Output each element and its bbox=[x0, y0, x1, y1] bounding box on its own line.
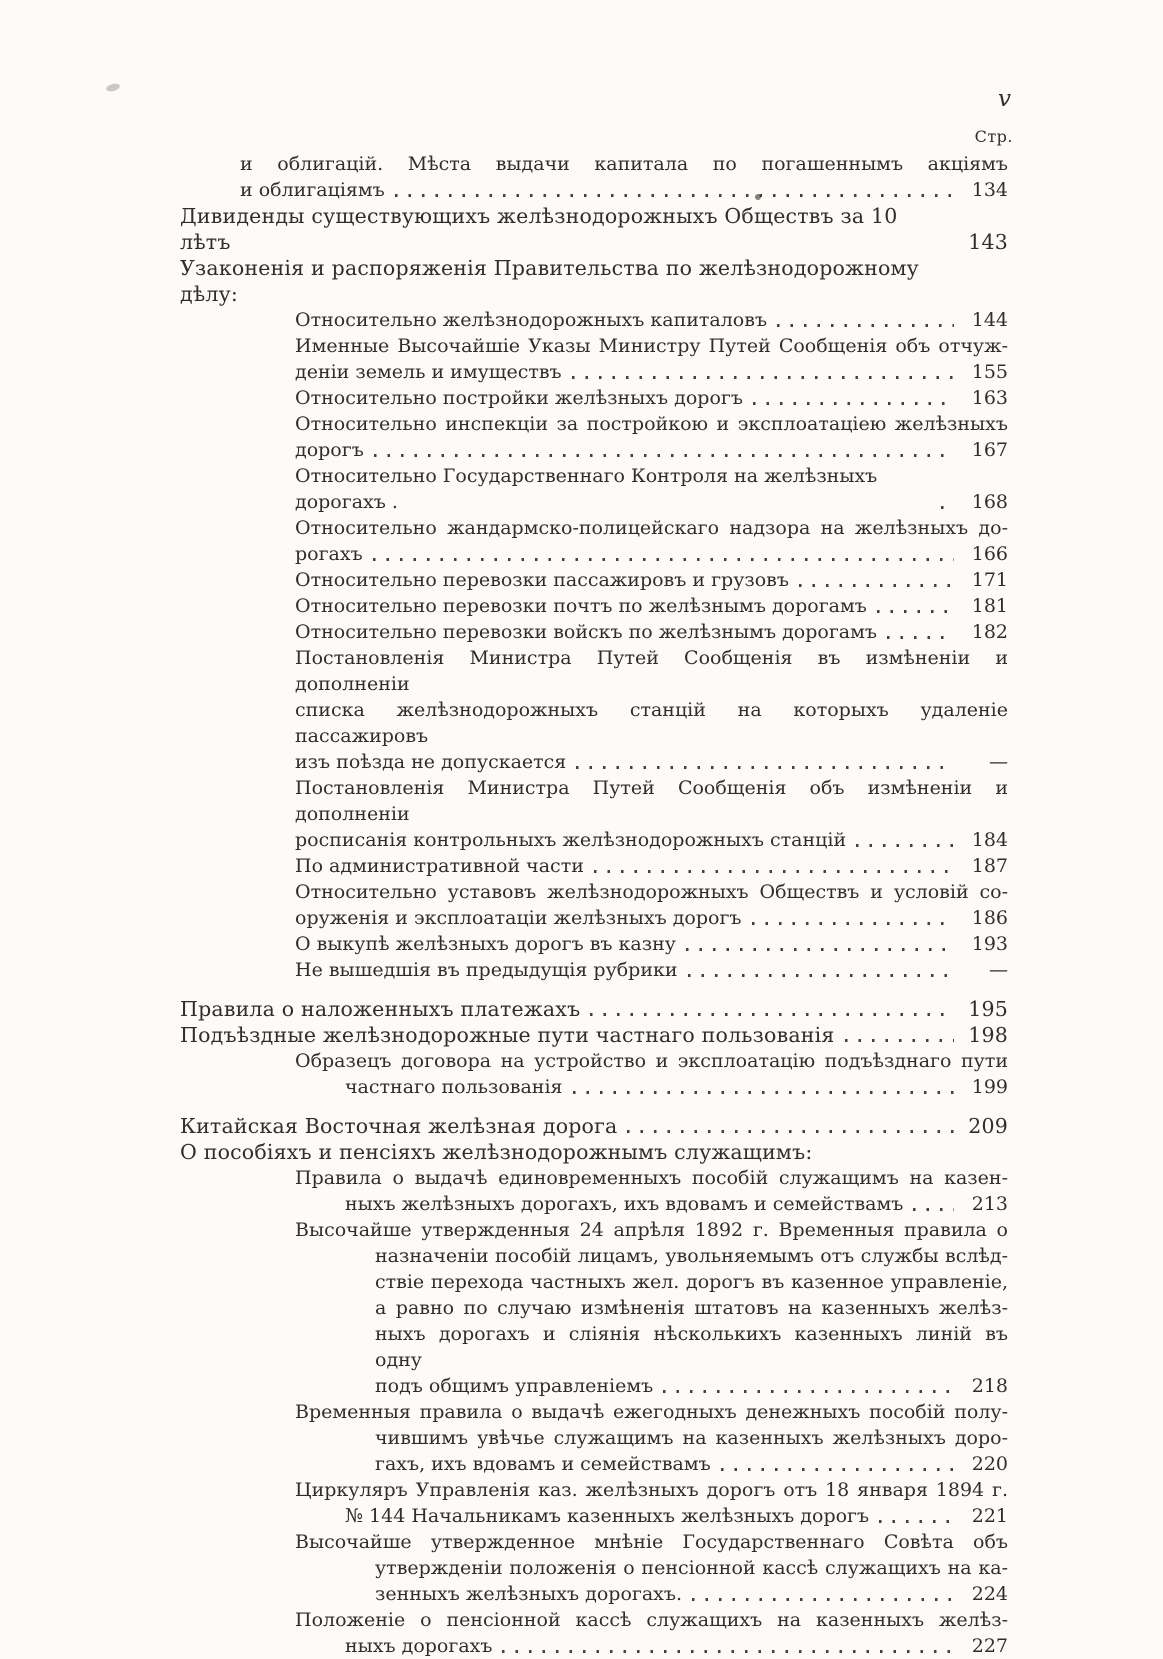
page-marker: v bbox=[998, 86, 1011, 112]
page-number: 193 bbox=[971, 933, 1008, 955]
page-number: 195 bbox=[968, 997, 1008, 1021]
dot-leader bbox=[627, 1130, 954, 1133]
toc-entry bbox=[295, 567, 1008, 593]
toc-entry-text: Китайская Восточная желѣзная дорога bbox=[180, 1114, 618, 1138]
toc-entry-lastline bbox=[375, 1581, 1008, 1607]
toc-entry-line: ствіе перехода частныхъ жел. дорогъ въ казенное управленіе, bbox=[375, 1271, 1008, 1293]
dot-leader bbox=[941, 506, 954, 509]
dot-leader bbox=[663, 1390, 954, 1393]
toc-entry-lastline bbox=[345, 1633, 1008, 1659]
page-number: 224 bbox=[971, 1583, 1008, 1605]
toc-entry bbox=[180, 1139, 1008, 1165]
dot-leader bbox=[572, 376, 954, 379]
page-number: 182 bbox=[971, 621, 1008, 643]
toc-entry bbox=[180, 255, 1008, 307]
toc-entry-line: Постановленія Министра Путей Сообщенія объ измѣненіи и дополненіи bbox=[295, 777, 1008, 825]
toc-entry-text: Относительно перевозки войскъ по желѣзнымъ дорогамъ bbox=[295, 621, 877, 643]
toc-entry-line: Относительно жандармско-полицейскаго надзора на желѣзныхъ до- bbox=[295, 517, 1008, 539]
dot-leader bbox=[913, 1208, 954, 1211]
dot-leader bbox=[688, 974, 954, 977]
dot-leader bbox=[374, 454, 954, 457]
toc-entry-lastline bbox=[180, 1022, 1008, 1048]
dot-leader bbox=[502, 1650, 954, 1653]
page-number: 213 bbox=[971, 1193, 1008, 1215]
toc-entry bbox=[295, 463, 1008, 515]
toc-entry-text: Относительно перевозки почтъ по желѣзнымъ дорогамъ bbox=[295, 595, 867, 617]
toc-list bbox=[180, 151, 1008, 1659]
toc-entry bbox=[180, 203, 1008, 255]
toc-entry-line: Временныя правила о выдачѣ ежегодныхъ денежныхъ пособій полу- bbox=[295, 1401, 1008, 1423]
page-number: 221 bbox=[971, 1505, 1008, 1527]
page-number: 184 bbox=[971, 829, 1008, 851]
toc-entry-line: списка желѣзнодорожныхъ станцій на которыхъ удаленіе пассажировъ bbox=[295, 699, 1008, 747]
page-number: 181 bbox=[971, 595, 1008, 617]
dot-leader bbox=[856, 844, 954, 847]
toc-entry-line: Положеніе о пенсіонной кассѣ служащихъ на казенныхъ желѣз- bbox=[295, 1609, 1008, 1631]
page-number: 144 bbox=[971, 309, 1008, 331]
page-number: 218 bbox=[971, 1375, 1008, 1397]
toc-entry-line: ныхъ дорогахъ и сліянія нѣсколькихъ казенныхъ линій въ одну bbox=[375, 1323, 1008, 1371]
toc-entry bbox=[295, 879, 1008, 931]
page-number: 134 bbox=[971, 179, 1008, 201]
toc-entry-line: Высочайше утвержденное мнѣніе Государственнаго Совѣта объ bbox=[295, 1531, 1008, 1553]
toc-entry-line: Образецъ договора на устройство и эксплоатацію подъѣзднаго пути bbox=[295, 1050, 1008, 1072]
toc-entry-lastline bbox=[295, 905, 1008, 931]
toc-entry-line: Циркуляръ Управленія каз. желѣзныхъ дорогъ отъ 18 января 1894 г. bbox=[295, 1479, 1008, 1501]
toc-entry-lastline bbox=[295, 619, 1008, 645]
toc-entry-line: и облигацій. Мѣста выдачи капитала по погашеннымъ акціямъ bbox=[240, 153, 1008, 175]
toc-entry bbox=[295, 333, 1008, 385]
toc-entry bbox=[295, 645, 1008, 775]
dot-leader bbox=[887, 636, 954, 639]
toc-entry-text: рогахъ bbox=[295, 543, 363, 565]
toc-entry-lastline bbox=[240, 177, 1008, 203]
dot-leader bbox=[373, 558, 954, 561]
toc-entry-text: Относительно Государственнаго Контроля на желѣзныхъ дорогахъ . bbox=[295, 465, 878, 513]
toc-entry-lastline bbox=[295, 541, 1008, 567]
toc-entry bbox=[295, 307, 1008, 333]
dot-leader bbox=[879, 1520, 954, 1523]
toc-entry-lastline bbox=[295, 567, 1008, 593]
page-number: 198 bbox=[968, 1023, 1008, 1047]
dot-leader bbox=[590, 1013, 954, 1016]
toc-entry-text: деніи земель и имуществъ bbox=[295, 361, 562, 383]
page-number: 167 bbox=[971, 439, 1008, 461]
toc-entry-lastline bbox=[295, 385, 1008, 411]
dot-leader bbox=[777, 324, 954, 327]
toc-entry bbox=[295, 931, 1008, 957]
toc-entry-lastline bbox=[295, 463, 1008, 515]
page-number: 171 bbox=[971, 569, 1008, 591]
toc-entry-lastline bbox=[345, 1191, 1008, 1217]
toc-entry-text: Дивиденды существующихъ желѣзнодорожныхъ Обществъ за 10 лѣтъ bbox=[180, 204, 898, 254]
toc-entry-lastline bbox=[180, 996, 1008, 1022]
toc-entry-text: ныхъ дорогахъ bbox=[345, 1635, 493, 1657]
toc-entry-lastline bbox=[295, 931, 1008, 957]
page-number: 187 bbox=[971, 855, 1008, 877]
toc-entry-text: ныхъ желѣзныхъ дорогахъ, ихъ вдовамъ и семействамъ bbox=[345, 1193, 904, 1215]
toc-entry bbox=[295, 957, 1008, 983]
toc-entry-lastline bbox=[295, 957, 1008, 983]
dot-leader bbox=[395, 194, 954, 197]
page-column-header: Стр. bbox=[974, 127, 1013, 146]
toc-entry-line: Высочайше утвержденныя 24 апрѣля 1892 г. Временныя правила о bbox=[295, 1219, 1008, 1241]
toc-entry-line: Именные Высочайшіе Указы Министру Путей Сообщенія объ отчуж- bbox=[295, 335, 1008, 357]
toc-entry bbox=[295, 1529, 1008, 1607]
toc-entry-lastline bbox=[180, 255, 1008, 307]
page-number: 227 bbox=[971, 1635, 1008, 1657]
toc-entry bbox=[180, 1113, 1008, 1139]
page-number: 166 bbox=[971, 543, 1008, 565]
toc-entry-text: дорогъ bbox=[295, 439, 364, 461]
page-number: 220 bbox=[971, 1453, 1008, 1475]
dot-leader bbox=[594, 870, 954, 873]
toc-entry bbox=[240, 151, 1008, 203]
toc-entry-lastline bbox=[180, 1139, 1008, 1165]
toc-entry-text: частнаго пользованія bbox=[345, 1076, 563, 1098]
toc-entry-lastline bbox=[375, 1451, 1008, 1477]
toc-entry-lastline bbox=[295, 827, 1008, 853]
toc-entry-text: и облигаціямъ bbox=[240, 179, 385, 201]
scan-artifact bbox=[105, 82, 120, 92]
dot-leader bbox=[686, 948, 954, 951]
toc-entry-text: № 144 Начальникамъ казенныхъ желѣзныхъ дорогъ bbox=[345, 1505, 870, 1527]
toc-entry bbox=[180, 996, 1008, 1022]
toc-entry bbox=[295, 853, 1008, 879]
toc-entry bbox=[295, 515, 1008, 567]
page-number: 163 bbox=[971, 387, 1008, 409]
page-number: 209 bbox=[968, 1114, 1008, 1138]
toc-entry-text: Относительно перевозки пассажировъ и грузовъ bbox=[295, 569, 789, 591]
toc-entry-line: а равно по случаю измѣненія штатовъ на казенныхъ желѣз- bbox=[375, 1297, 1008, 1319]
toc-entry-line: Относительно уставовъ желѣзнодорожныхъ Обществъ и условій со- bbox=[295, 881, 1008, 903]
toc-entry-line: назначеніи пособій лицамъ, увольняемымъ отъ службы вслѣд- bbox=[375, 1245, 1008, 1267]
toc-entry-text: Узаконенія и распоряженія Правительства по желѣзнодорожному дѣлу: bbox=[180, 256, 919, 306]
toc-entry-text: О пособіяхъ и пенсіяхъ желѣзнодорожнымъ служащимъ: bbox=[180, 1140, 813, 1164]
toc-entry bbox=[295, 411, 1008, 463]
toc-entry-line: Относительно инспекціи за постройкою и эксплоатаціею желѣзныхъ bbox=[295, 413, 1008, 435]
toc-entry-lastline bbox=[180, 203, 1008, 255]
toc-entry bbox=[295, 1607, 1008, 1659]
toc-entry bbox=[295, 619, 1008, 645]
page-number: 199 bbox=[971, 1076, 1008, 1098]
toc-entry-lastline bbox=[295, 593, 1008, 619]
toc-entry-line: утвержденіи положенія о пенсіонной кассѣ служащихъ на ка- bbox=[375, 1557, 1008, 1579]
page-number: — bbox=[989, 959, 1008, 981]
toc-entry-lastline bbox=[295, 307, 1008, 333]
toc-entry-lastline bbox=[345, 1074, 1008, 1100]
page-number: 168 bbox=[971, 491, 1008, 513]
page-number: 143 bbox=[968, 230, 1008, 254]
toc-entry-text: оруженія и эксплоатаціи желѣзныхъ дорогъ bbox=[295, 907, 742, 929]
toc-entry bbox=[295, 1048, 1008, 1100]
dot-leader bbox=[573, 1091, 954, 1094]
toc-entry-lastline bbox=[295, 749, 1008, 775]
toc-entry-text: изъ поѣзда не допускается bbox=[295, 751, 567, 773]
toc-entry-text: гахъ, ихъ вдовамъ и семействамъ bbox=[375, 1453, 711, 1475]
toc-entry bbox=[180, 1022, 1008, 1048]
toc-entry-lastline bbox=[375, 1373, 1008, 1399]
dot-leader bbox=[877, 610, 954, 613]
toc-entry-text: Не вышедшія въ предыдущія рубрики bbox=[295, 959, 678, 981]
page-number: — bbox=[989, 751, 1008, 773]
toc-entry bbox=[295, 1477, 1008, 1529]
toc-entry bbox=[295, 1165, 1008, 1217]
toc-entry bbox=[295, 593, 1008, 619]
toc-entry-text: Правила о наложенныхъ платежахъ bbox=[180, 997, 581, 1021]
dot-leader bbox=[752, 922, 955, 925]
toc-entry bbox=[295, 385, 1008, 411]
dot-leader bbox=[753, 402, 954, 405]
toc-entry-lastline bbox=[345, 1503, 1008, 1529]
dot-leader bbox=[845, 1039, 954, 1042]
dot-leader bbox=[721, 1468, 954, 1471]
toc-entry-lastline bbox=[295, 437, 1008, 463]
toc-entry-text: Относительно желѣзнодорожныхъ капиталовъ bbox=[295, 309, 768, 331]
toc-entry bbox=[295, 1399, 1008, 1477]
toc-entry bbox=[295, 775, 1008, 853]
toc-entry-text: Относительно постройки желѣзныхъ дорогъ bbox=[295, 387, 743, 409]
toc-entry-text: Подъѣздные желѣзнодорожные пути частнаго пользованія bbox=[180, 1023, 835, 1047]
toc-entry-text: По административной части bbox=[295, 855, 584, 877]
toc-entry-text: подъ общимъ управленіемъ bbox=[375, 1375, 654, 1397]
toc-entry-text: О выкупѣ желѣзныхъ дорогъ въ казну bbox=[295, 933, 676, 955]
toc-entry-line: чившимъ увѣчье служащимъ на казенныхъ желѣзныхъ доро- bbox=[375, 1427, 1008, 1449]
toc-entry-text: зенныхъ желѣзныхъ дорогахъ. bbox=[375, 1583, 683, 1605]
toc-entry-text: росписанія контрольныхъ желѣзнодорожныхъ станцій bbox=[295, 829, 847, 851]
page-number: 186 bbox=[971, 907, 1008, 929]
toc-entry-line: Правила о выдачѣ единовременныхъ пособій служащимъ на казен- bbox=[295, 1167, 1008, 1189]
toc-entry-line: Постановленія Министра Путей Сообщенія въ измѣненіи и дополненіи bbox=[295, 647, 1008, 695]
dot-leader bbox=[692, 1598, 954, 1601]
toc-entry bbox=[295, 1217, 1008, 1399]
toc-entry-lastline bbox=[295, 853, 1008, 879]
toc-entry-lastline bbox=[180, 1113, 1008, 1139]
toc-entry-lastline bbox=[295, 359, 1008, 385]
dot-leader bbox=[799, 584, 954, 587]
dot-leader bbox=[576, 766, 954, 769]
page-number: 155 bbox=[971, 361, 1008, 383]
